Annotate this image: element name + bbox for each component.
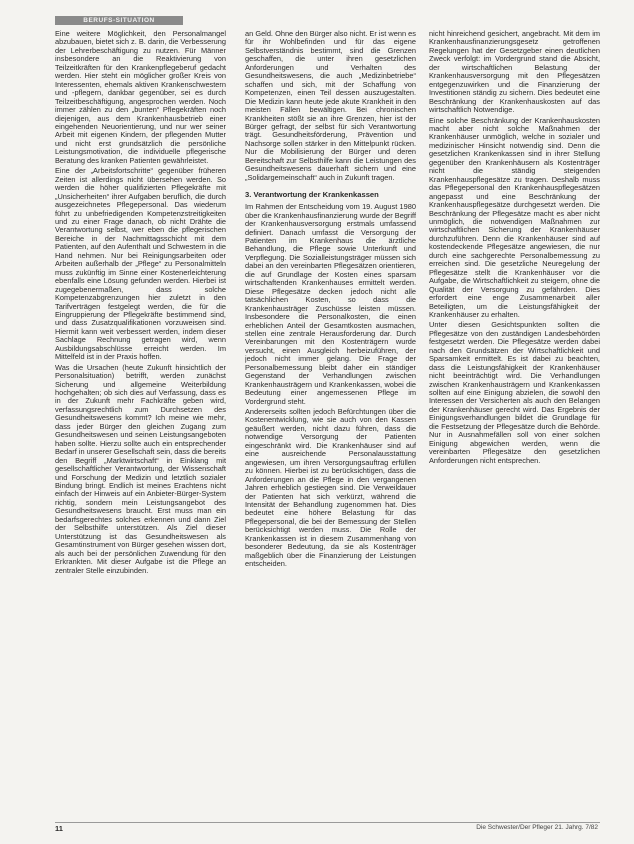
paragraph: Eine der „Arbeitsfortschritte“ gegenüber früheren Zeiten ist allerdings nicht übersehen werden. So werden die höher qualifizierten Pflegekräfte mit „Unsicherheiten“ ihrer Aufgaben beruflich, die durch ausgezeichnetes Pflegepersonal. Das wiederum führt zu unbefriedigenden Kompetenzstreitigkeiten und zu einer Frage danach, ob nicht Drähte die Verantwortung selbst, wer eben die pflegerischen Bereiche in der Nachmittagsschicht mit dem Patienten, auf den Aufenthalt und Schwestern in die Hand nehmen. Nur bei Reinigungsarbeiten oder Arbeiten außerhalb der „Pflege“ zu Personalmitteln muss zukünftig im Sinne einer Kostenerleichterung ebenfalls eine Lösung gefunden werden. Hierbei ist zugegebenermaßen, dass solche Kompetenzabgrenzungen hier zuletzt in den Tarifverträgen festgelegt werden, die für die Eingruppierung der Pflegekräfte bestimmend sind, und dass Zusatzqualifikationen vorzuweisen sind. Hiermit kann weit verbessert werden, indem dieser Sachlage Rechnung getragen wird, wenn Ausbildungsabschlüsse erreicht werden. Im Mittelfeld ist in der Praxis hoffen.	[55, 166, 226, 362]
paragraph: nicht hinreichend gesichert, angebracht. Mit dem im Krankenhausfinanzierungsgesetz getroffenen Regelungen hat der Gesetzgeber einen deutlichen Zweck verfolgt: im Vordergrund stand die Absicht, der wirtschaftlichen Belastung der Krankenhausversorgung mit den Pflegesätzen entgegenzuwirken und die Finanzierung der Investitionen ständig zu sichern. Dies bedeutet eine Beschränkung der Krankenhauskosten auf das wirtschaftlich Notwendige.	[429, 30, 600, 115]
text-column-3	[429, 30, 600, 820]
paragraph: an Geld. Ohne den Bürger also nicht. Er ist wenn es für ihr Wohlbefinden und für das eigene Selbstverständnis bestimmt, sind die Grenzen geschaffen, die unter ihren gesetzlichen Anforderungen und Verhalten des Gesundheitswesens, die auch „Medizinbetriebe“ schaffen und sich, mit der Schaffung von Kompetenzen, einen Teil dessen auszugestalten. Die Medizin kann heute jede akute Krankheit in den meisten Fällen bewältigen. Bei chronischen Krankheiten stößt sie an ihre Grenzen, hier ist der Bürger gefragt, der selbst für sich Verantwortung trägt. Gesundheitsförderung, Prävention und Nachsorge sollen stärker in den Mittelpunkt rücken. Nur die Mobilisierung der Bürger und deren Bereitschaft zur Selbsthilfe kann die Leistungen des Gesundheitswesens dauerhaft sichern und eine „Solidargemeinschaft“ auch in Zukunft tragen.	[245, 30, 416, 182]
section-tag: BERUFS-SITUATION	[55, 16, 183, 25]
paragraph: Unter diesen Gesichtspunkten sollten die Pflegesätze von den zuständigen Landesbehörden festgesetzt werden. Die Pflegesätze werden dabei nach den Grundsätzen der Wirtschaftlichkeit und Sparsamkeit ermittelt. Es ist dabei zu beachten, dass die Leistungsfähigkeit der Krankenhäuser nicht beeinträchtigt wird. Die Verhandlungen zwischen Krankenhausträgern und Krankenkassen sollten auf eine Einigung abzielen, die sowohl den Interessen der Versicherten als auch den Belangen der Krankenhäuser gerecht wird. Das Ergebnis der Einigungsverhandlungen bildet die Grundlage für die Festsetzung der Pflegesätze durch die Behörde. Nur in Ausnahmefällen soll von einer solchen Einigung abgewichen werden, wenn die vereinbarten Pflegesätze den gesetzlichen Anforderungen nicht entsprechen.	[429, 320, 600, 465]
page-number: 11	[55, 824, 63, 833]
text-column-2	[245, 30, 416, 820]
paragraph: Im Rahmen der Entscheidung vom 19. August 1980 über die Krankenhausfinanzierung wurde der Begriff der Krankenhausversorgung erstmals umfassend definiert. Danach umfasst die Versorgung der Patienten im Krankenhaus die ärztliche Behandlung, die Pflege sowie Unterkunft und Verpflegung. Die Sozialleistungsträger müssen sich dabei an den vereinbarten Pflegesätzen orientieren, die auf Grundlage der Kosten eines sparsam wirtschaftenden Krankenhauses ermittelt werden. Diese Pflegesätze decken jedoch nicht alle tatsächlichen Kosten, so dass die Krankenhausträger Zuschüsse leisten müssen. Insbesondere die Personalkosten, die einen erheblichen Anteil der Gesamtkosten ausmachen, stellen eine zentrale Herausforderung dar. Durch Vereinbarungen mit den Kostenträgern wurde versucht, einen Ausgleich herbeizuführen, der jedoch nicht immer gelang. Die Frage der Personalbemessung bleibt daher ein ständiger Gegenstand der Verhandlungen zwischen Krankenhausträgern und Krankenkassen, wobei die Bedeutung einer angemessenen Pflege im Vordergrund steht.	[245, 202, 416, 406]
footer-rule	[55, 822, 600, 823]
paragraph: Eine solche Beschränkung der Krankenhauskosten macht aber nicht solche Maßnahmen der Krankenhäuser unmöglich, welche in sozialer und medizinischer Hinsicht notwendig sind. Denn die gesetzlichen Krankenkassen sind in ihrer Stellung gegenüber den Krankenhäusern als Kostenträger nicht die ständig steigenden Krankenhauspflegesätze zu tragen. Deshalb muss das Pflegepersonal den Krankenhauspflegesätzen angepasst und eine Beschränkung der Krankenhauspflegesätze durchgesetzt werden. Die Beschränkung der Pflegesätze macht es aber nicht unmöglich, die notwendigen Maßnahmen zur wirtschaftlichen Sicherung der Krankenhäuser durchzuführen. Denn die Krankenhäuser sind auf kostendeckende Pflegesätze angewiesen, die nur durch eine sachgerechte Personalbemessung zu erreichen sind. Die gesetzliche Neuregelung der Pflegesätze stellt die Krankenhäuser vor die Aufgabe, die Wirtschaftlichkeit zu steigern, ohne die Qualität der Versorgung zu gefährden. Dies erfordert eine enge Zusammenarbeit aller Beteiligten, um die Leistungsfähigkeit der Krankenhäuser zu erhalten.	[429, 115, 600, 319]
paragraph: Was die Ursachen (heute Zukunft hinsichtlich der Personalsituation) betrifft, werden zunächst Sicherung und allgemeine Weiterbildung hochgehalten; ob sich dies auf Verfassung, dass es in der Zukunft mehr Fachkräfte geben wird, verfassungsrechtlich zum Durchsetzen des Gesundheitswesens kommt? Ich meine wie mehr, dass jeder Bürger den gleichen Zugang zum Gesundheitswesen und seinen Leistungsangeboten haben sollte. Hierzu sollte auch ein entsprechender Bedarf in unserer Gesellschaft sein, dass die bereits den Begriff „Marktwirtschaft“ in Einklang mit gesellschaftlicher Verantwortung, der Wissenschaft und Forschung der Medizin und letztlich sozialer Bindung bringt. Endlich ist meines Erachtens nicht einfach der Hinweis auf ein Anbieter-Bürger-System richtig, sondern mein Leistungsangebot des Gesundheitswesens braucht. Erst muss man ein bedarfsgerechtes solches erkennen und dann Ziel der Selbsthilfe unterstützen. Als Ziel dieser Unterstützung ist das Gesundheitswesen als Gesamtinstrument von Bürger gesehen wissen dort, als auch bei der persönlichen Zuwendung für den Erkrankten. Mit dieser Aufgabe ist die Pflege an zentraler Stelle einzubinden.	[55, 362, 226, 575]
paragraph: Eine weitere Möglichkeit, den Personalmangel abzubauen, bietet sich z. B. darin, die Verbesserung der Lehrerbeschäftigung zu nutzen. Für Männer insbesondere an die Reaktivierung von Teilzeitkräften für den Krankenpflegeberuf gedacht werden. Hier steht ein möglicher großer Kreis von Interessenten, ehemals aktiven Krankenschwestern und -pflegern, dankbar gegenüber, sei es durch Teilzeitbeschäftigung, angesprochen werden. Noch immer zählen zu den „bunten“ Pflegekräften noch diejenigen, aus dem Krankenhausbetrieb einer eingehenden Neuorientierung, und nur wer seiner Arbeit mit eigenen Kindern, der pflegenden Mutter und nicht erst grundsätzlich die persönliche Leistungsmotivation, die individuelle pflegerische Beratung des kranken Patienten gewährleistet.	[55, 30, 226, 165]
paragraph: Andererseits sollten jedoch Befürchtungen über die Kostenentwicklung, wie sie auch von den Kassen geäußert werden, nicht dazu führen, dass die notwendige Versorgung der Patienten eingeschränkt wird. Die Krankenhäuser sind auf eine ausreichende Personalausstattung angewiesen, um ihren Versorgungsauftrag erfüllen zu können. Hierbei ist zu berücksichtigen, dass die Anforderungen an die Pflege in den vergangenen Jahren erheblich gestiegen sind. Die Verweildauer der Patienten hat sich verkürzt, während die Intensität der Behandlung zugenommen hat. Dies bedeutet eine höhere Belastung für das Pflegepersonal, die bei der Bemessung der Stellen berücksichtigt werden muss. Die Rolle der Krankenkassen ist in diesem Zusammenhang von besonderer Bedeutung, da sie als Kostenträger maßgeblich über die Finanzierung der Leistungen entscheiden.	[245, 407, 416, 569]
section-heading: 3. Verantwortung der Krankenkassen	[245, 190, 379, 200]
text-column-1	[55, 30, 226, 820]
journal-footer: Die Schwester/Der Pfleger 21. Jahrg. 7/82	[476, 824, 598, 831]
